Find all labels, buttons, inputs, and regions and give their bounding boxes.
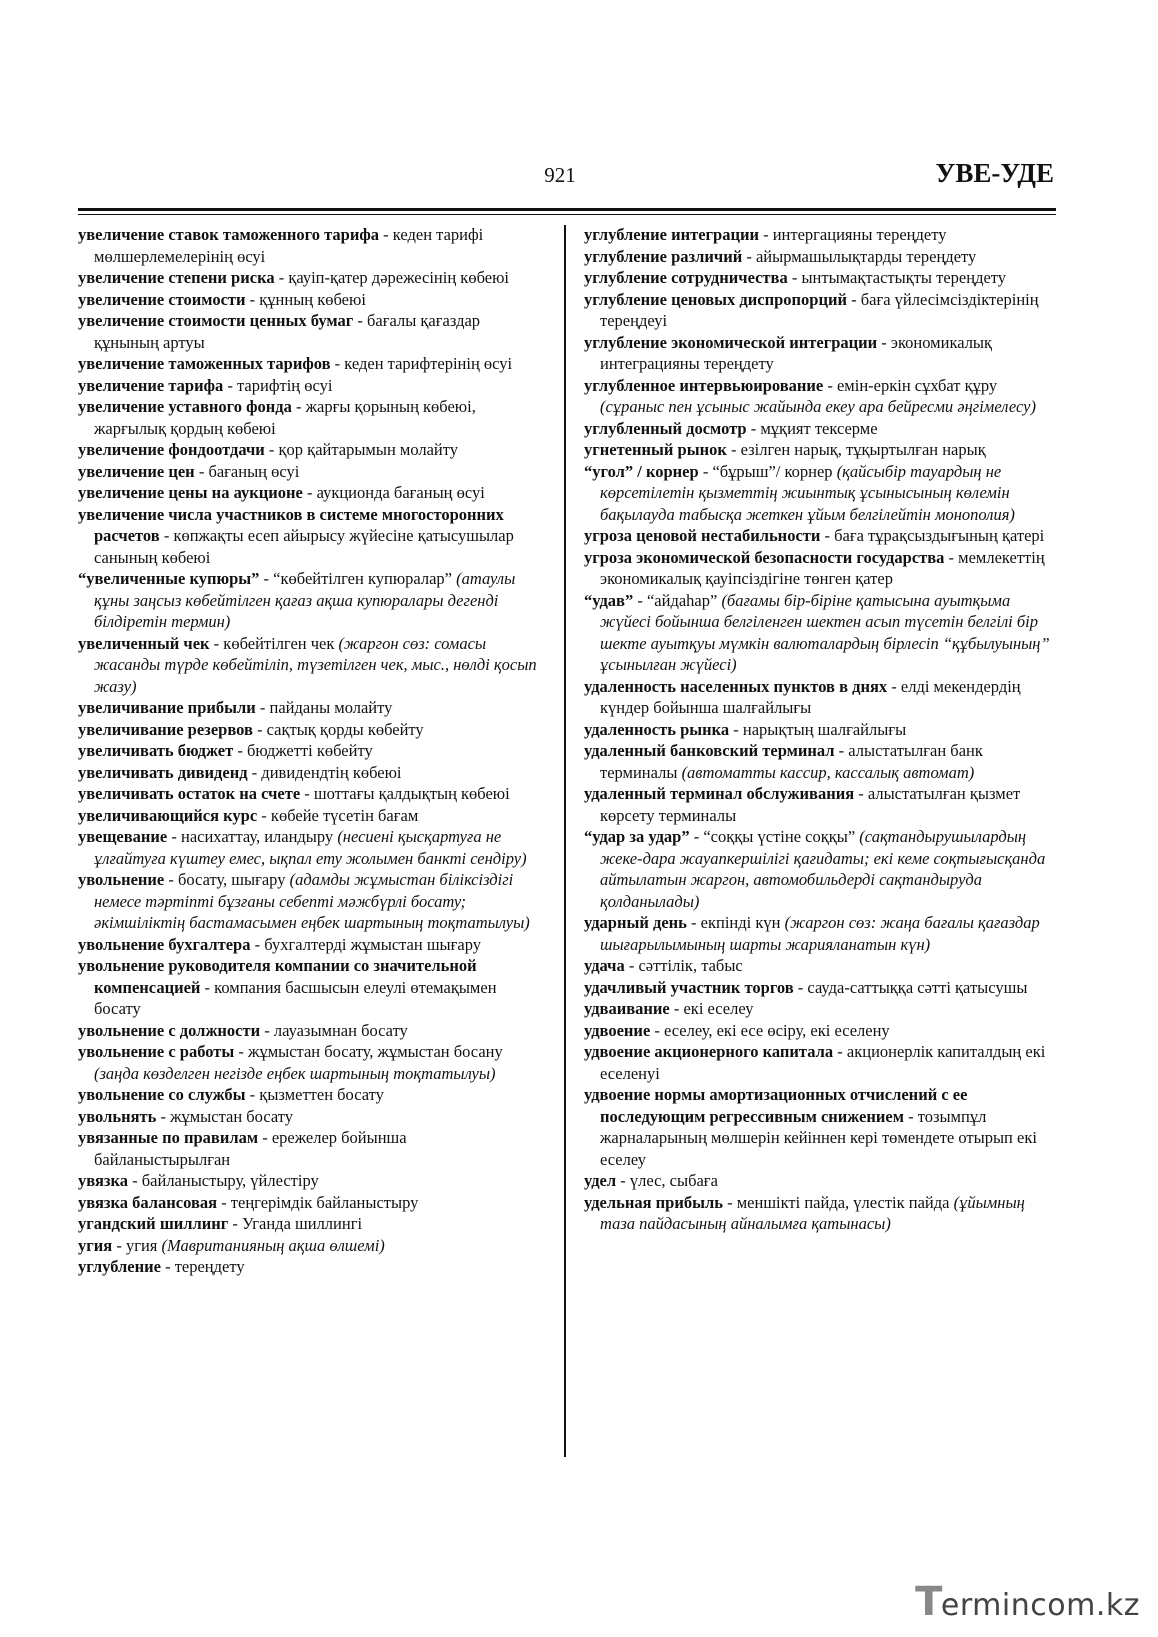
- entry-separator: -: [264, 440, 279, 459]
- entry-term: увеличение стоимости ценных бумаг: [78, 311, 354, 330]
- entry-separator: -: [689, 827, 704, 846]
- dictionary-entry: [584, 1170, 1058, 1192]
- entry-term: увещевание: [78, 827, 168, 846]
- entry-term: угроза экономической безопасности государства: [584, 547, 945, 567]
- entry-note: (Мавританияның ақша өлшемі): [161, 1235, 385, 1255]
- entry-note: (бағамы бір-біріне қатысына ауытқыма жүйесі бойынша белгіленген шектен асып түсетін белгілі бір шекте ауытқуы мүмкін валюталардың бірлесіп “құбылуының” ұсынылған жүйесі): [600, 590, 1050, 674]
- page-number: 921: [544, 163, 576, 187]
- entry-note: (жаргон сөз: жаңа бағалы қағаздар шығарылымының шарты жарияланатын күн): [600, 913, 1040, 954]
- entry-separator: -: [698, 461, 713, 481]
- entry-term: углубление экономической интеграции: [584, 332, 878, 352]
- entry-separator: -: [669, 999, 684, 1018]
- dictionary-entry: [584, 740, 1058, 783]
- dictionary-entry: [584, 547, 1058, 590]
- entry-definition: ынтымақтастықты тереңдету: [801, 268, 1007, 287]
- entry-definition: лауазымнан босату: [273, 1020, 408, 1040]
- entry-definition: байланыстыру, үйлестіру: [141, 1171, 319, 1190]
- entry-note: (сұраныс пен ұсыныс жайында екеу ара бейресми әңгімелесу): [600, 397, 1036, 416]
- entry-separator: -: [877, 332, 891, 352]
- entry-definition: екі еселеу: [683, 999, 754, 1018]
- entry-separator: -: [160, 1257, 175, 1276]
- entry-term: удаленный банковский терминал: [584, 741, 835, 760]
- dictionary-entry: [78, 1127, 540, 1170]
- entry-term: увеличение ставок таможенного тарифа: [78, 225, 380, 244]
- dictionary-entry: [78, 504, 540, 569]
- entry-note: (автоматты кассир, кассалық автомат): [681, 762, 975, 782]
- entry-separator: -: [233, 741, 247, 760]
- entry-separator: -: [353, 311, 368, 330]
- entry-note: (несиені қысқартуға не ұлғайтуға күштеу емес, ықпал ету жолымен банкті сендіру): [94, 827, 527, 868]
- entry-term: увеличивать дивиденд: [78, 762, 248, 782]
- entry-definition: баға тұрақсыздығының қатері: [834, 526, 1045, 545]
- entry-definition: тереңдету: [174, 1257, 245, 1276]
- dictionary-entry: [78, 267, 540, 289]
- dictionary-entry: [584, 676, 1058, 719]
- entry-term: удвоение: [584, 1020, 651, 1040]
- dictionary-entry: [584, 998, 1058, 1020]
- entry-term: увеличение степени риска: [78, 268, 275, 287]
- entry-definition: акционерлік капиталдың екі еселенуі: [600, 1042, 1046, 1083]
- entry-definition: насихаттау, иландыру: [181, 827, 334, 846]
- dictionary-entry: [584, 590, 1058, 676]
- dictionary-entry: [78, 396, 540, 439]
- dictionary-entry: [584, 1020, 1058, 1042]
- entry-definition: жұмыстан босату, жұмыстан босану: [248, 1042, 503, 1061]
- entry-definition: емін-еркін сұхбат құру: [836, 375, 998, 395]
- termincom-watermark: [915, 1579, 1140, 1625]
- dictionary-entry: [78, 1213, 540, 1235]
- entry-term: ударный день: [584, 913, 687, 932]
- entry-definition: меншікті пайда, үлестік пайда: [736, 1192, 950, 1212]
- dictionary-entry: [78, 439, 540, 461]
- dictionary-entry: [78, 633, 540, 698]
- entry-separator: -: [793, 977, 808, 997]
- dictionary-entry: [584, 461, 1058, 526]
- right-column: [584, 224, 1058, 1235]
- dictionary-entry: [78, 224, 540, 267]
- dictionary-entry: [78, 697, 540, 719]
- entry-separator: -: [903, 1106, 918, 1126]
- dictionary-entry: [78, 310, 540, 353]
- running-head: УВЕ-УДЕ: [935, 158, 1054, 188]
- entry-definition: бағаның өсуі: [208, 461, 300, 481]
- entry-note: (адамды жұмыстан біліксіздігі немесе тәртіпті бұзғаны себепті мәжбүрлі босату; әкімшіліктің бастамасымен еңбек шартының тоқтатылуы): [94, 870, 530, 932]
- entry-separator: -: [944, 547, 959, 567]
- entry-separator: -: [616, 1171, 630, 1190]
- entry-term: увеличивать бюджет: [78, 741, 234, 760]
- entry-term: удаленность рынка: [584, 719, 730, 739]
- entry-separator: -: [167, 827, 181, 846]
- entry-term: углубление интеграции: [584, 225, 759, 244]
- entry-definition: аукционда бағаның өсуі: [316, 483, 485, 502]
- entry-separator: -: [112, 1235, 126, 1255]
- entry-term: углубление ценовых диспропорций: [584, 289, 847, 309]
- entry-definition: бағалы қағаздар құнының артуы: [94, 311, 481, 352]
- entry-separator: -: [833, 1042, 847, 1061]
- entry-separator: -: [247, 762, 262, 782]
- entry-definition: Уганда шиллингі: [242, 1214, 363, 1233]
- entry-term: увеличивать остаток на счете: [78, 784, 301, 803]
- entry-definition: сауда-саттыққа сәтті қатысушы: [807, 977, 1028, 997]
- entry-separator: -: [624, 956, 639, 975]
- entry-term: угроза ценовой нестабильности: [584, 526, 821, 545]
- dictionary-entry: [78, 1235, 540, 1257]
- entry-separator: -: [330, 354, 345, 373]
- entry-term: увеличивающийся курс: [78, 805, 258, 825]
- entry-term: увеличивание прибыли: [78, 698, 256, 717]
- entry-term: увольнение со службы: [78, 1085, 246, 1104]
- dictionary-entry: [78, 1020, 540, 1042]
- entry-separator: -: [223, 375, 237, 395]
- entry-separator: -: [726, 440, 741, 459]
- entry-separator: -: [245, 1085, 260, 1104]
- entry-note: (сақтандырушылардың жеке-дара жауапкершілігі қағидаты; екі кеме соқтығысқанда айтылатын жаргон, автомобильдерді сақтандыруда қолданылады): [600, 827, 1046, 911]
- dictionary-entry: [584, 719, 1058, 741]
- entry-definition: мұқият тексерме: [760, 418, 878, 438]
- entry-term: удаленность населенных пунктов в днях: [584, 676, 888, 696]
- entry-term: увеличение цен: [78, 461, 195, 481]
- entry-definition: “көбейтілген купюралар”: [273, 569, 452, 588]
- entry-definition: көпжақты есеп айырысу жүйесіне қатысушылар санының көбеюі: [94, 526, 514, 567]
- entry-separator: -: [854, 784, 868, 803]
- entry-separator: -: [260, 1020, 274, 1040]
- dictionary-entry: [584, 525, 1058, 547]
- entry-term: удельная прибыль: [584, 1192, 723, 1212]
- entry-definition: қауіп-қатер дәрежесінің көбеюі: [288, 268, 509, 287]
- entry-term: угандский шиллинг: [78, 1214, 229, 1233]
- entry-separator: -: [228, 1214, 243, 1233]
- entry-term: увольнять: [78, 1106, 157, 1126]
- entry-separator: -: [887, 676, 901, 696]
- dictionary-entry: [78, 783, 540, 805]
- entry-term: “удав”: [584, 590, 634, 610]
- entry-note: (жаргон сөз: сомасы жасанды түрде көбейтіліп, түзетілген чек, мыс., нөлді қосып жазу): [94, 633, 537, 696]
- entry-term: увязанные по правилам: [78, 1128, 259, 1147]
- entry-definition: бухгалтерді жұмыстан шығару: [264, 934, 481, 954]
- entry-definition: елді мекендердің күндер бойынша шалғайлығы: [600, 676, 1021, 717]
- entry-term: углубление сотрудничества: [584, 268, 788, 287]
- entry-definition: сәттілік, табыс: [638, 956, 743, 975]
- entry-term: удачливый участник торгов: [584, 977, 794, 997]
- entry-definition: көбейтілген чек: [223, 633, 335, 653]
- entry-note: (заңда көзделген негізде еңбек шартының тоқтатылуы): [94, 1063, 496, 1083]
- entry-definition: босату, шығару: [177, 870, 286, 889]
- entry-separator: -: [847, 289, 861, 309]
- entry-term: увеличение тарифа: [78, 375, 224, 395]
- entry-term: удел: [584, 1171, 617, 1190]
- dictionary-entry: [78, 461, 540, 483]
- entry-definition: сақтық қорды көбейту: [266, 719, 424, 739]
- entry-term: “удар за удар”: [584, 827, 690, 846]
- dictionary-entry: [78, 353, 540, 375]
- entry-separator: -: [128, 1171, 142, 1190]
- entry-definition: кеден тарифі мөлшерлемелерінің өсуі: [94, 225, 484, 266]
- dictionary-entry: [78, 934, 540, 956]
- entry-separator: -: [258, 1128, 272, 1147]
- entry-definition: пайданы молайту: [269, 698, 393, 717]
- entry-definition: еселеу, екі есе өсіру, екі еселену: [664, 1020, 890, 1040]
- entry-definition: тозымпұл жарналарының мөлшерін кейіннен кері төмендете отырып екі еселеу: [600, 1106, 1037, 1169]
- entry-definition: езілген нарық, тұқыртылған нарық: [740, 440, 986, 459]
- dictionary-entry: [584, 1192, 1058, 1235]
- entry-definition: жарғы қорының көбеюі, жарғылық қордың көбеюі: [94, 397, 476, 438]
- entry-term: увеличение таможенных тарифов: [78, 354, 331, 373]
- entry-definition: дивидендтің көбеюі: [261, 762, 402, 782]
- entry-note: (атаулы құны заңсыз көбейтілген қағаз ақша купюралары дегенді білдіретін термин): [94, 569, 516, 631]
- entry-note: (ұйымның таза пайдасының айналымға қатынасы): [600, 1192, 1025, 1233]
- entry-definition: “бұрыш”/ корнер: [712, 461, 833, 481]
- entry-term: “угол” / корнер: [584, 461, 699, 481]
- entry-separator: -: [164, 870, 178, 889]
- dictionary-entry: [584, 289, 1058, 332]
- entry-term: увеличение числа участников в системе многосторонних расчетов: [78, 504, 504, 545]
- entry-term: угия: [78, 1235, 113, 1255]
- entry-term: удаленный терминал обслуживания: [584, 784, 855, 803]
- dictionary-entry: [78, 1192, 540, 1214]
- entry-definition: нарықтың шалғайлығы: [742, 719, 907, 739]
- header-rule-thin: [78, 214, 1056, 215]
- entry-separator: -: [820, 526, 835, 545]
- entry-separator: -: [291, 397, 306, 416]
- dictionary-entry: [78, 1084, 540, 1106]
- entry-definition: үлес, сыбаға: [629, 1171, 718, 1190]
- entry-separator: -: [302, 483, 317, 502]
- dictionary-entry: [584, 1041, 1058, 1084]
- entry-term: увеличенный чек: [78, 633, 210, 653]
- entry-separator: -: [746, 418, 761, 438]
- entry-definition: ережелер бойынша байланыстырылған: [94, 1128, 407, 1169]
- entry-separator: -: [650, 1020, 665, 1040]
- entry-definition: экономикалық интеграцияны тереңдету: [600, 332, 993, 373]
- entry-separator: -: [722, 1192, 737, 1212]
- entry-separator: -: [259, 569, 274, 588]
- entry-separator: -: [787, 268, 802, 287]
- dictionary-entry: [584, 267, 1058, 289]
- entry-definition: теңгерімдік байланыстыру: [230, 1192, 419, 1212]
- entry-term: увеличение уставного фонда: [78, 397, 292, 416]
- entry-definition: алыстатылған банк терминалы: [600, 741, 983, 782]
- entry-term: угнетенный рынок: [584, 440, 727, 459]
- entry-term: увольнение бухгалтера: [78, 934, 251, 954]
- entry-definition: угия: [125, 1235, 158, 1255]
- entry-separator: -: [834, 741, 849, 760]
- entry-definition: “айдаһар”: [646, 590, 718, 610]
- entry-definition: қызметтен босату: [259, 1085, 384, 1104]
- dictionary-entry: [78, 568, 540, 633]
- dictionary-entry: [78, 1106, 540, 1128]
- dictionary-entry: [78, 826, 540, 869]
- dictionary-entry: [584, 439, 1058, 461]
- entry-definition: жұмыстан босату: [170, 1106, 293, 1126]
- entry-term: увеличение стоимости: [78, 289, 246, 309]
- watermark-text: ermincom.kz: [940, 1588, 1140, 1623]
- entry-separator: -: [234, 1042, 249, 1061]
- entry-separator: -: [209, 633, 224, 653]
- entry-term: “увеличенные купюры”: [78, 569, 260, 588]
- entry-separator: -: [379, 225, 393, 244]
- dictionary-entry: [584, 224, 1058, 246]
- entry-separator: -: [257, 805, 271, 825]
- dictionary-entry: [584, 912, 1058, 955]
- entry-separator: -: [217, 1192, 231, 1212]
- dictionary-entry: [78, 762, 540, 784]
- entry-separator: -: [823, 375, 837, 395]
- dictionary-entry: [78, 289, 540, 311]
- entry-definition: мемлекеттің экономикалық қауіпсіздігіне төнген қатер: [600, 547, 1045, 588]
- entry-definition: баға үйлесімсіздіктерінің тереңдеуі: [600, 289, 1039, 330]
- entry-definition: құнның көбеюі: [259, 289, 366, 309]
- dictionary-entry: [78, 375, 540, 397]
- dictionary-entry: [78, 482, 540, 504]
- entry-separator: -: [156, 1106, 171, 1126]
- entry-definition: компания басшысын елеулі өтемақымен босату: [94, 977, 497, 1018]
- dictionary-entry: [584, 783, 1058, 826]
- dictionary-entry: [584, 418, 1058, 440]
- entry-separator: -: [729, 719, 743, 739]
- entry-separator: -: [633, 590, 647, 610]
- dictionary-entry: [78, 1170, 540, 1192]
- left-column: [78, 224, 540, 1278]
- entry-definition: алыстатылған қызмет көрсету терминалы: [600, 784, 1021, 825]
- entry-definition: кеден тарифтерінің өсуі: [344, 354, 513, 373]
- entry-term: удвоение нормы амортизационных отчислений с ее последующим регрессивным снижением: [584, 1085, 968, 1126]
- entry-separator: -: [250, 934, 265, 954]
- entry-separator: -: [274, 268, 289, 287]
- entry-term: увольнение с работы: [78, 1042, 235, 1061]
- dictionary-entry: [584, 826, 1058, 912]
- entry-separator: -: [300, 784, 314, 803]
- entry-definition: көбейе түсетін бағам: [270, 805, 419, 825]
- entry-separator: -: [194, 461, 209, 481]
- dictionary-entry: [584, 1084, 1058, 1170]
- entry-definition: екпінді күн: [700, 913, 781, 932]
- entry-definition: интергацияны тереңдету: [772, 225, 947, 244]
- entry-definition: шоттағы қалдықтың көбеюі: [313, 784, 510, 803]
- entry-separator: -: [758, 225, 773, 244]
- entry-definition: “соққы үстіне соққы”: [703, 827, 856, 846]
- dictionary-entry: [584, 977, 1058, 999]
- entry-term: увеличивание резервов: [78, 719, 253, 739]
- dictionary-entry: [584, 955, 1058, 977]
- entry-term: увеличение цены на аукционе: [78, 483, 303, 502]
- entry-separator: -: [159, 526, 174, 545]
- dictionary-entry: [78, 1041, 540, 1084]
- header-rule-thick: [78, 208, 1056, 211]
- dictionary-entry: [78, 1256, 540, 1278]
- entry-definition: бюджетті көбейту: [246, 741, 373, 760]
- dictionary-entry: [78, 805, 540, 827]
- entry-definition: айырмашылықтарды тереңдету: [755, 246, 977, 266]
- entry-term: увязка: [78, 1171, 129, 1190]
- dictionary-entry: [584, 246, 1058, 268]
- dictionary-entry: [78, 719, 540, 741]
- entry-separator: -: [742, 246, 756, 266]
- entry-separator: -: [245, 289, 260, 309]
- entry-term: удвоение акционерного капитала: [584, 1042, 834, 1061]
- dictionary-entry: [78, 869, 540, 934]
- entry-term: увязка балансовая: [78, 1192, 218, 1212]
- entry-term: удваивание: [584, 999, 670, 1018]
- dictionary-entry: [78, 955, 540, 1020]
- entry-definition: қор қайтарымын молайту: [278, 440, 459, 459]
- entry-note: (қайсыбір тауардың не көрсетілетін қызметтің жиынтық ұсынысының көлемін бақылауда табысқа жеткен ұйым белгілейтін монополия): [600, 461, 1015, 524]
- dictionary-entry: [584, 375, 1058, 418]
- watermark-t-glyph: T: [915, 1579, 943, 1625]
- entry-term: углубление: [78, 1257, 161, 1276]
- entry-term: углубленное интервьюирование: [584, 375, 824, 395]
- entry-term: углубление различий: [584, 246, 743, 266]
- entry-term: увеличение фондоотдачи: [78, 440, 265, 459]
- entry-term: углубленный досмотр: [584, 418, 747, 438]
- dictionary-entry: [584, 332, 1058, 375]
- entry-separator: -: [255, 698, 270, 717]
- column-divider: [564, 225, 566, 1457]
- entry-separator: -: [200, 977, 215, 997]
- entry-term: увольнение с должности: [78, 1020, 261, 1040]
- entry-separator: -: [686, 913, 701, 932]
- entry-term: увольнение: [78, 870, 165, 889]
- dictionary-entry: [78, 740, 540, 762]
- entry-term: удача: [584, 956, 625, 975]
- entry-term: увольнение руководителя компании со значительной компенсацией: [78, 956, 477, 997]
- entry-definition: тарифтің өсуі: [237, 375, 333, 395]
- entry-separator: -: [252, 719, 267, 739]
